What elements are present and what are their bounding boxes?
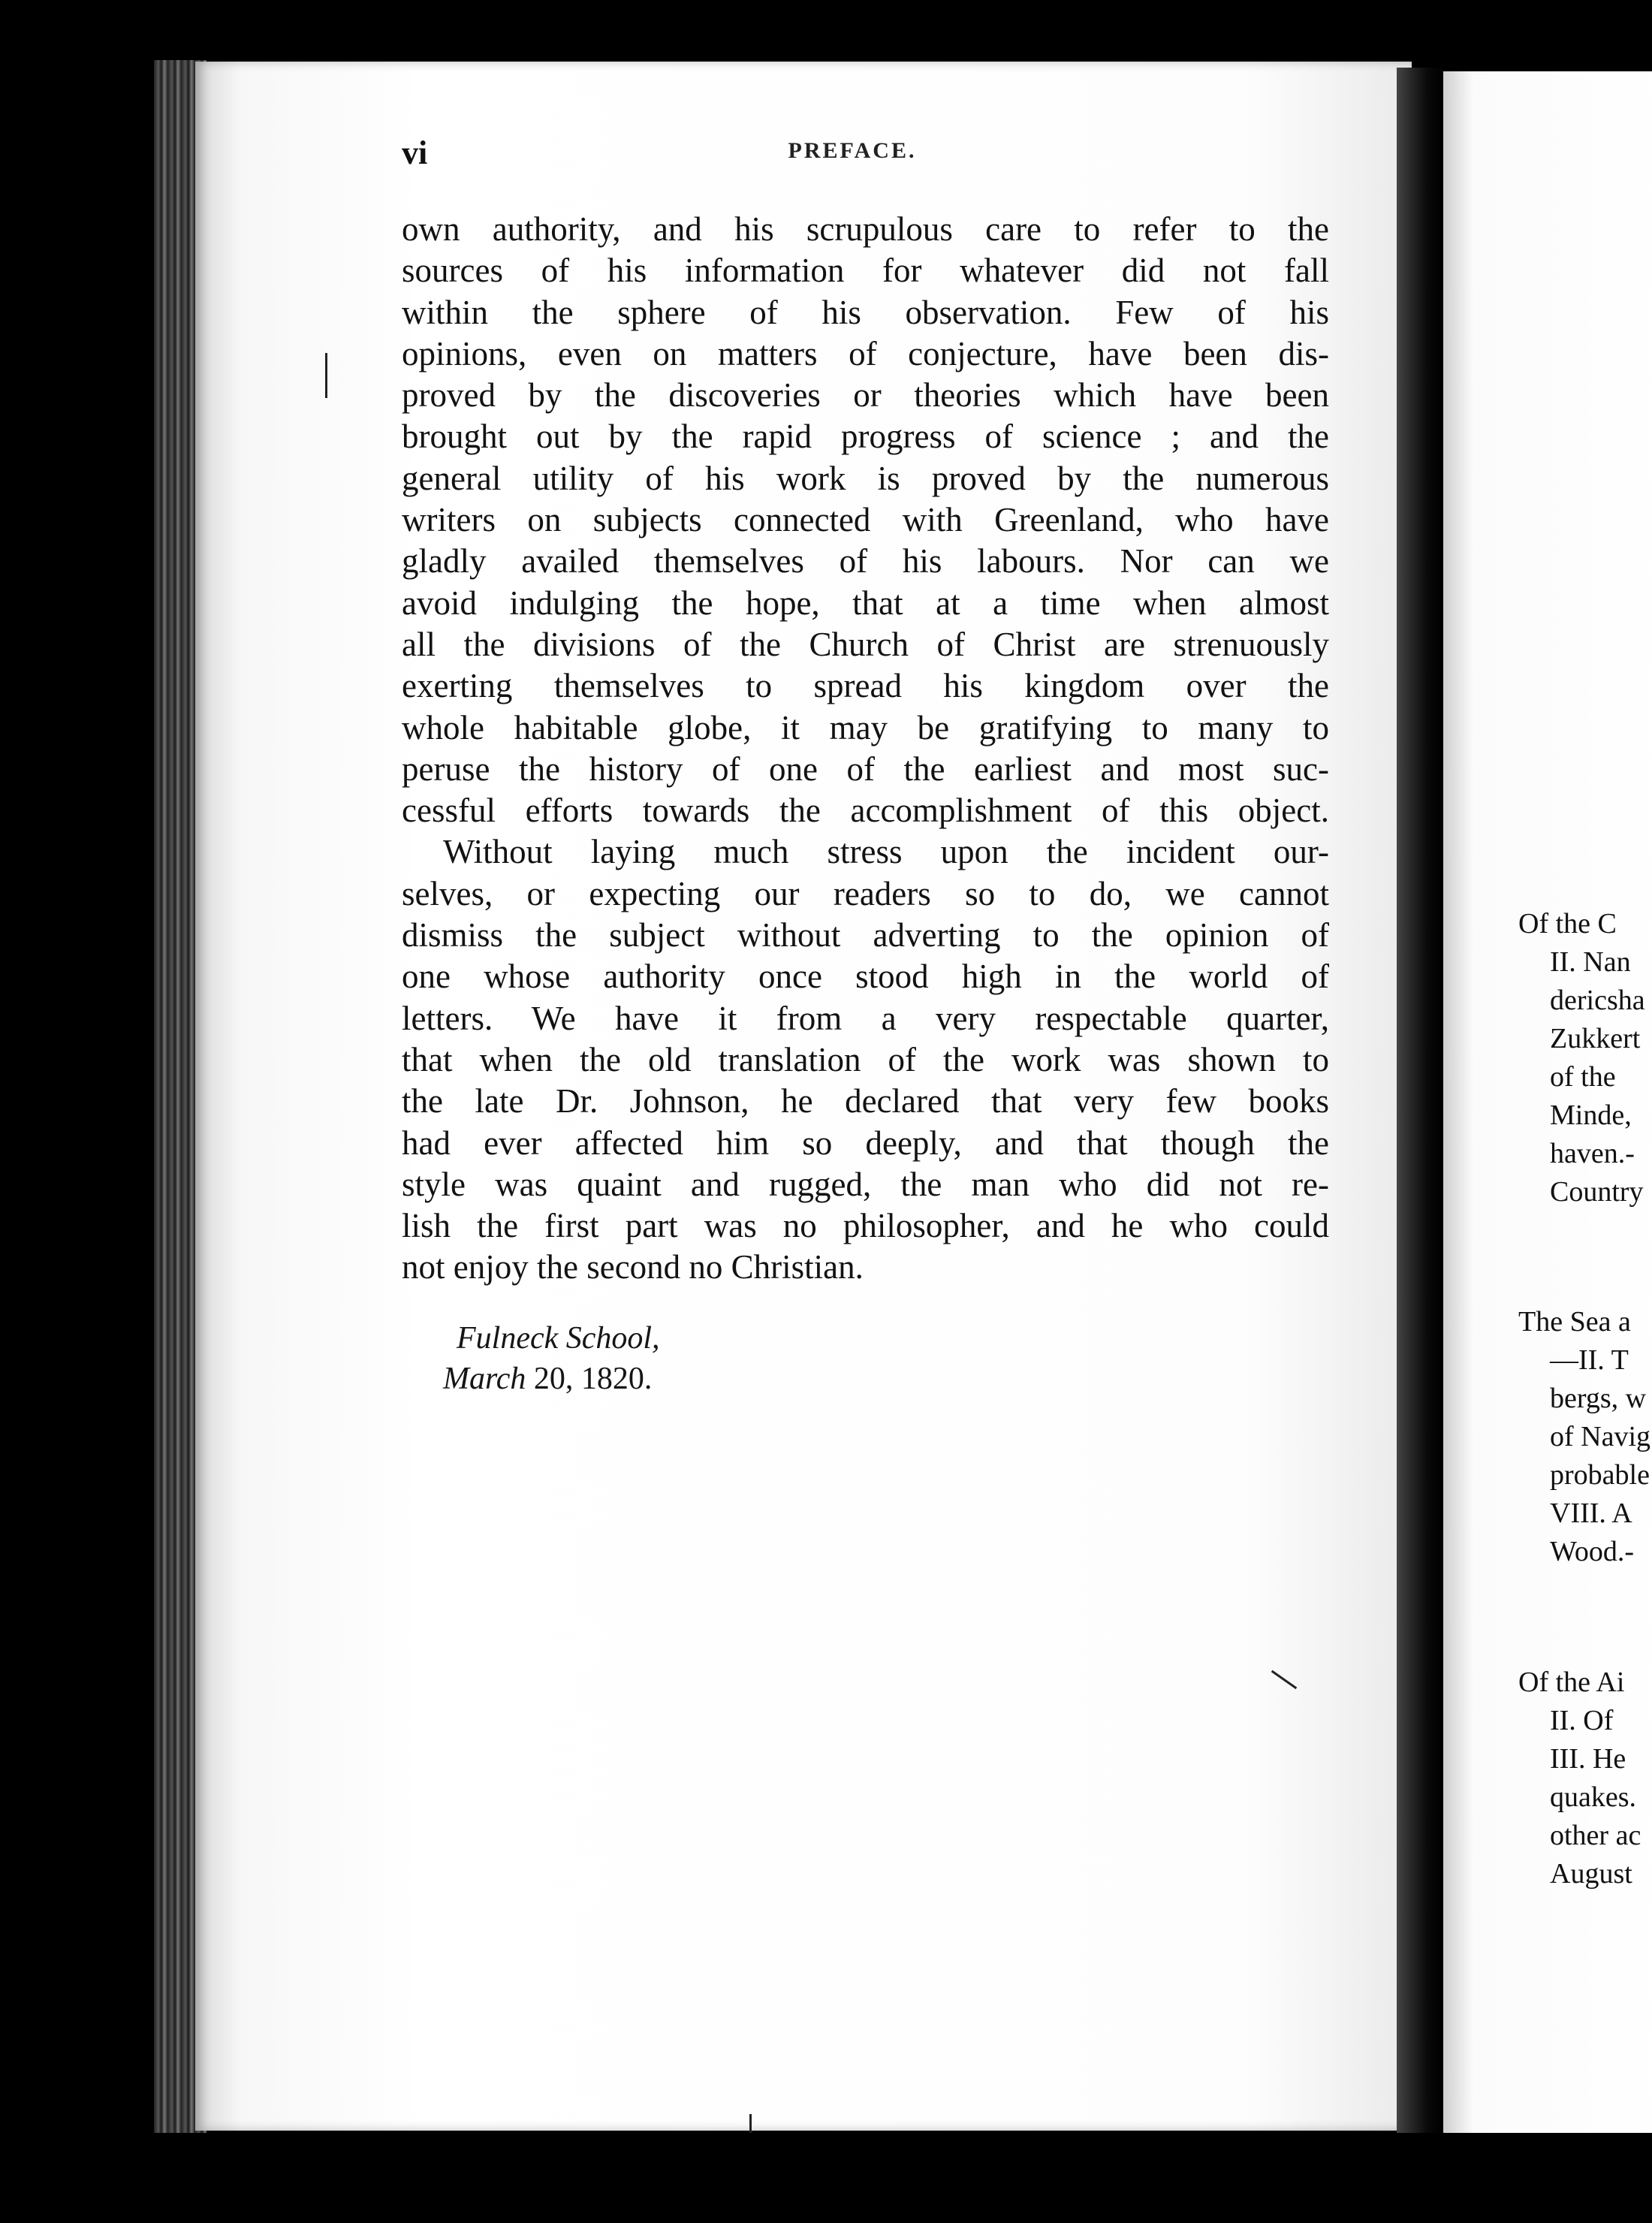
text-line: had ever affected him so deeply, and that though the — [402, 1124, 1329, 1162]
signature-month: March — [443, 1362, 526, 1396]
facing-group-3 — [1518, 1663, 1652, 1893]
text-line: the late Dr. Johnson, he declared that very few books — [402, 1082, 1329, 1121]
text-line: not enjoy the second no Christian. — [402, 1248, 864, 1286]
paragraph-2 — [402, 831, 1329, 1288]
facing-line: Country — [1550, 1176, 1644, 1208]
text-line: one whose authority once stood high in the world of — [402, 958, 1329, 996]
facing-line: —II. T — [1550, 1344, 1629, 1376]
facing-line: II. Of — [1550, 1705, 1614, 1736]
facing-line: VIII. A — [1550, 1498, 1632, 1529]
text-line: brought out by the rapid progress of science ; and the — [402, 418, 1329, 456]
facing-group-1 — [1518, 905, 1652, 1211]
text-line: letters. We have it from a very respectable quarter, — [402, 999, 1329, 1037]
text-line: general utility of his work is proved by the numerous — [402, 459, 1329, 497]
text-line: avoid indulging the hope, that at a time when almost — [402, 584, 1329, 622]
text-line: style was quaint and rugged, the man who did not re- — [402, 1165, 1329, 1203]
facing-line: II. Nan — [1550, 946, 1631, 978]
facing-line: probable — [1550, 1459, 1650, 1491]
facing-line: III. He — [1550, 1743, 1626, 1775]
scan-mark — [749, 2114, 752, 2133]
facing-line: of Navig — [1550, 1421, 1651, 1452]
signature-place: Fulneck School, — [457, 1321, 660, 1356]
text-line: lish the first part was no philosopher, and he who could — [402, 1207, 1329, 1245]
signature-date — [443, 1362, 652, 1396]
facing-line: quakes. — [1550, 1781, 1637, 1813]
text-line: cessful efforts towards the accomplishment of this object. — [402, 792, 1329, 830]
text-line: exerting themselves to spread his kingdom over the — [402, 667, 1329, 705]
text-line: within the sphere of his observation. Few of his — [402, 293, 1329, 331]
facing-line: Wood.- — [1550, 1536, 1634, 1567]
text-line: selves, or expecting our readers so to do, we cannot — [402, 874, 1329, 912]
facing-line: of the — [1550, 1061, 1616, 1093]
scan-mark — [325, 353, 327, 398]
text-line: writers on subjects connected with Greenland, who have — [402, 501, 1329, 539]
page-gutter — [1397, 68, 1442, 2133]
facing-line: Of the C — [1518, 908, 1617, 940]
text-line: that when the old translation of the work was shown to — [402, 1040, 1329, 1078]
text-line: whole habitable globe, it may be gratifying to many to — [402, 708, 1329, 747]
signature-block — [443, 1318, 660, 1399]
text-line: gladly availed themselves of his labours. Nor can we — [402, 542, 1329, 581]
text-line: sources of his information for whatever did not fall — [402, 252, 1329, 290]
text-line: own authority, and his scrupulous care to refer to the — [402, 210, 1329, 248]
text-line: dismiss the subject without adverting to the opinion of — [402, 916, 1329, 955]
facing-line: other ac — [1550, 1820, 1641, 1851]
body-text — [402, 209, 1329, 1289]
paragraph-1 — [402, 209, 1329, 831]
facing-line: haven.- — [1550, 1138, 1635, 1169]
facing-line: dericsha — [1550, 985, 1645, 1016]
text-line: Without laying much stress upon the incident our- — [443, 833, 1329, 871]
text-line: all the divisions of the Church of Christ are strenuously — [402, 625, 1329, 663]
text-line: proved by the discoveries or theories which have been — [402, 376, 1329, 415]
text-line: opinions, even on matters of conjecture, have been dis- — [402, 334, 1329, 373]
facing-line: August — [1550, 1858, 1632, 1890]
page-number: vi — [402, 134, 428, 171]
facing-group-2 — [1518, 1303, 1652, 1571]
signature-day-year: 20, 1820. — [526, 1362, 653, 1396]
facing-line: bergs, w — [1550, 1383, 1647, 1414]
facing-line: Of the Ai — [1518, 1666, 1625, 1698]
text-line: peruse the history of one of the earliest and most suc- — [402, 750, 1329, 788]
running-title: PREFACE. — [788, 138, 917, 163]
facing-line: Zukkert — [1550, 1023, 1641, 1054]
running-head — [402, 134, 1333, 179]
facing-line: The Sea a — [1518, 1306, 1631, 1338]
facing-line: Minde, — [1550, 1099, 1632, 1131]
